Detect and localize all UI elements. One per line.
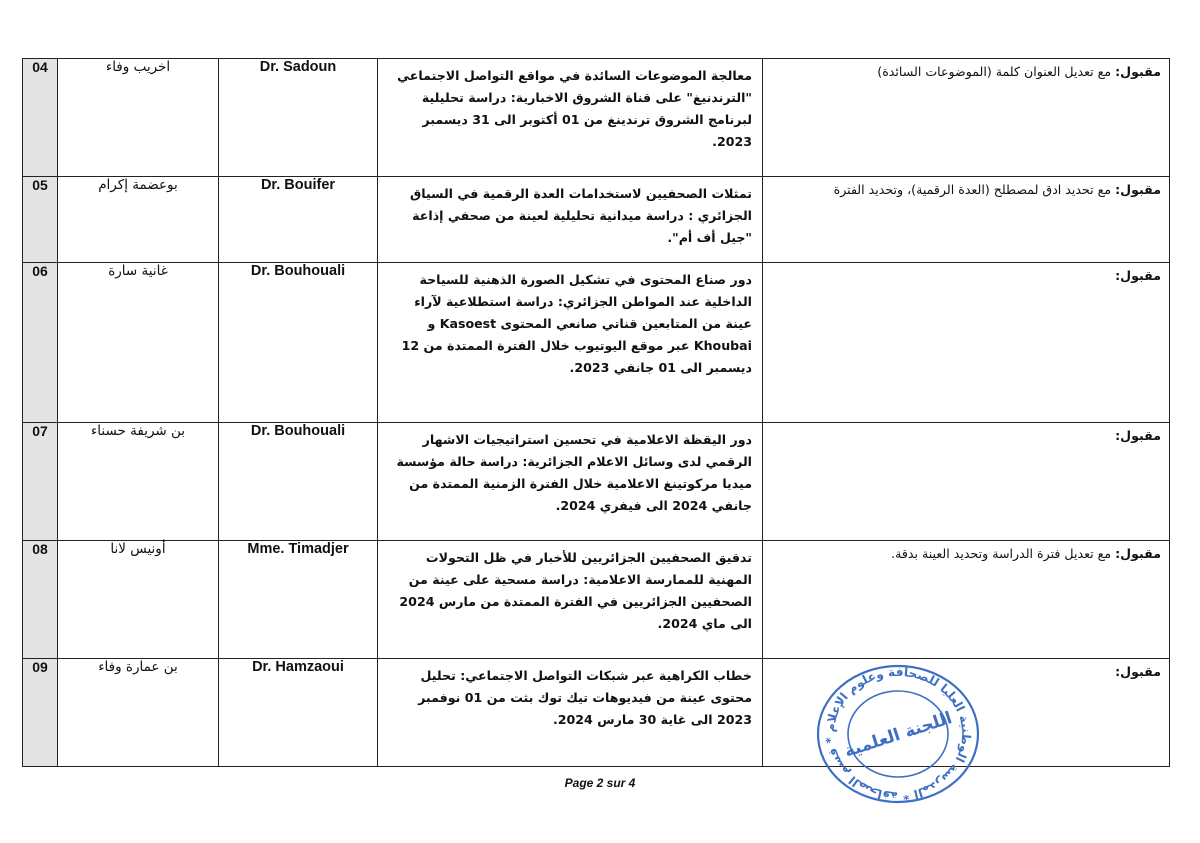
student-name: بن عمارة وفاء [58,659,219,767]
student-name: غانية سارة [58,263,219,423]
row-number: 04 [23,59,58,177]
student-name: بوعضمة إكرام [58,177,219,263]
supervisor-name: Dr. Sadoun [219,59,378,177]
stamp-ring-text: المدرسة الوطنية العليا للصحافة وعلوم الإعلام * قسم الصحافة * [822,664,974,804]
thesis-title-cell [378,541,763,659]
decision-cell [763,423,1170,541]
supervisor-name: Dr. Bouifer [219,177,378,263]
decision-note: مع تحديد ادق لمصطلح (العدة الرقمية)، وتحديد الفترة [833,182,1116,197]
thesis-title: تدقيق الصحفيين الجزائريين للأخبار في ظل التحولات المهنية للممارسة الاعلامية: دراسة مسحية على عينة من الصحفيين الجزائريين في الفترة الممتدة من مارس 2024 الى ماي 2024. [399,550,752,631]
student-name: اخريب وفاء [58,59,219,177]
decision-cell [763,263,1170,423]
supervisor-name: Dr. Bouhouali [219,423,378,541]
row-number: 08 [23,541,58,659]
thesis-title: معالجة الموضوعات السائدة في مواقع التواصل الاجتماعي "الترندنيغ" على قناة الشروق الاخبارية: دراسة تحليلية لبرنامج الشروق ترندينغ من 01 أكتوبر الى 31 ديسمبر 2023. [397,68,752,149]
decision-cell [763,59,1170,177]
row-number: 06 [23,263,58,423]
page-footer: Page 2 sur 4 [564,776,636,790]
decision-note: مع تعديل فترة الدراسة وتحديد العينة بدقة. [891,546,1116,561]
table-row [23,541,1170,659]
student-name: أونيس لانا [58,541,219,659]
projects-table [22,58,1170,767]
supervisor-name: Mme. Timadjer [219,541,378,659]
supervisor-name: Dr. Bouhouali [219,263,378,423]
table-row [23,177,1170,263]
thesis-title: دور اليقظة الاعلامية في تحسين استراتيجيات الاشهار الرقمي لدى وسائل الاعلام الجزائرية: دراسة حالة مؤسسة ميديا مركوتينغ الاعلامية خلال الفترة الزمنية الممتدة من جانفي 2024 الى فيفري 2024. [396,432,752,513]
decision-label: مقبول: [1115,64,1161,79]
row-number: 05 [23,177,58,263]
decision-note: مع تعديل العنوان كلمة (الموضوعات السائدة) [877,64,1116,79]
thesis-title: دور صناع المحتوى في تشكيل الصورة الذهنية للسياحة الداخلية عند المواطن الجزائري: دراسة استطلاعية لآراء عينة من المتابعين قناتي صانعي المحتوى Kasoest و Khoubai عبر موقع اليوتيوب خلال الفترة الممتدة من 12 ديسمبر الى 01 جانفي 2023. [401,272,752,375]
decision-label: مقبول: [1115,182,1161,197]
decision-label: مقبول: [1115,268,1161,283]
table-row [23,659,1170,767]
thesis-title-cell [378,423,763,541]
table-row [23,59,1170,177]
thesis-title: تمثلات الصحفيين لاستخدامات العدة الرقمية في السياق الجزائري : دراسة ميدانية تحليلية لعينة من صحفي إذاعة "جيل أف أم". [410,186,752,245]
student-name: بن شريفة حسناء [58,423,219,541]
table-row [23,263,1170,423]
official-stamp [808,660,988,808]
supervisor-name: Dr. Hamzaoui [219,659,378,767]
decision-cell [763,177,1170,263]
thesis-title-cell [378,263,763,423]
row-number: 09 [23,659,58,767]
thesis-title-cell [378,59,763,177]
decision-label: مقبول: [1115,428,1161,443]
table-row [23,423,1170,541]
stamp-center-text: اللجنة العلمية [841,708,955,762]
decision-cell [763,541,1170,659]
thesis-title-cell [378,659,763,767]
decision-label: مقبول: [1115,664,1161,679]
thesis-title: خطاب الكراهية عبر شبكات التواصل الاجتماعي: تحليل محتوى عينة من فيديوهات تيك توك بثت من 01 نوفمبر 2023 الى غاية 30 مارس 2024. [418,668,752,727]
thesis-title-cell [378,177,763,263]
row-number: 07 [23,423,58,541]
decision-label: مقبول: [1115,546,1161,561]
